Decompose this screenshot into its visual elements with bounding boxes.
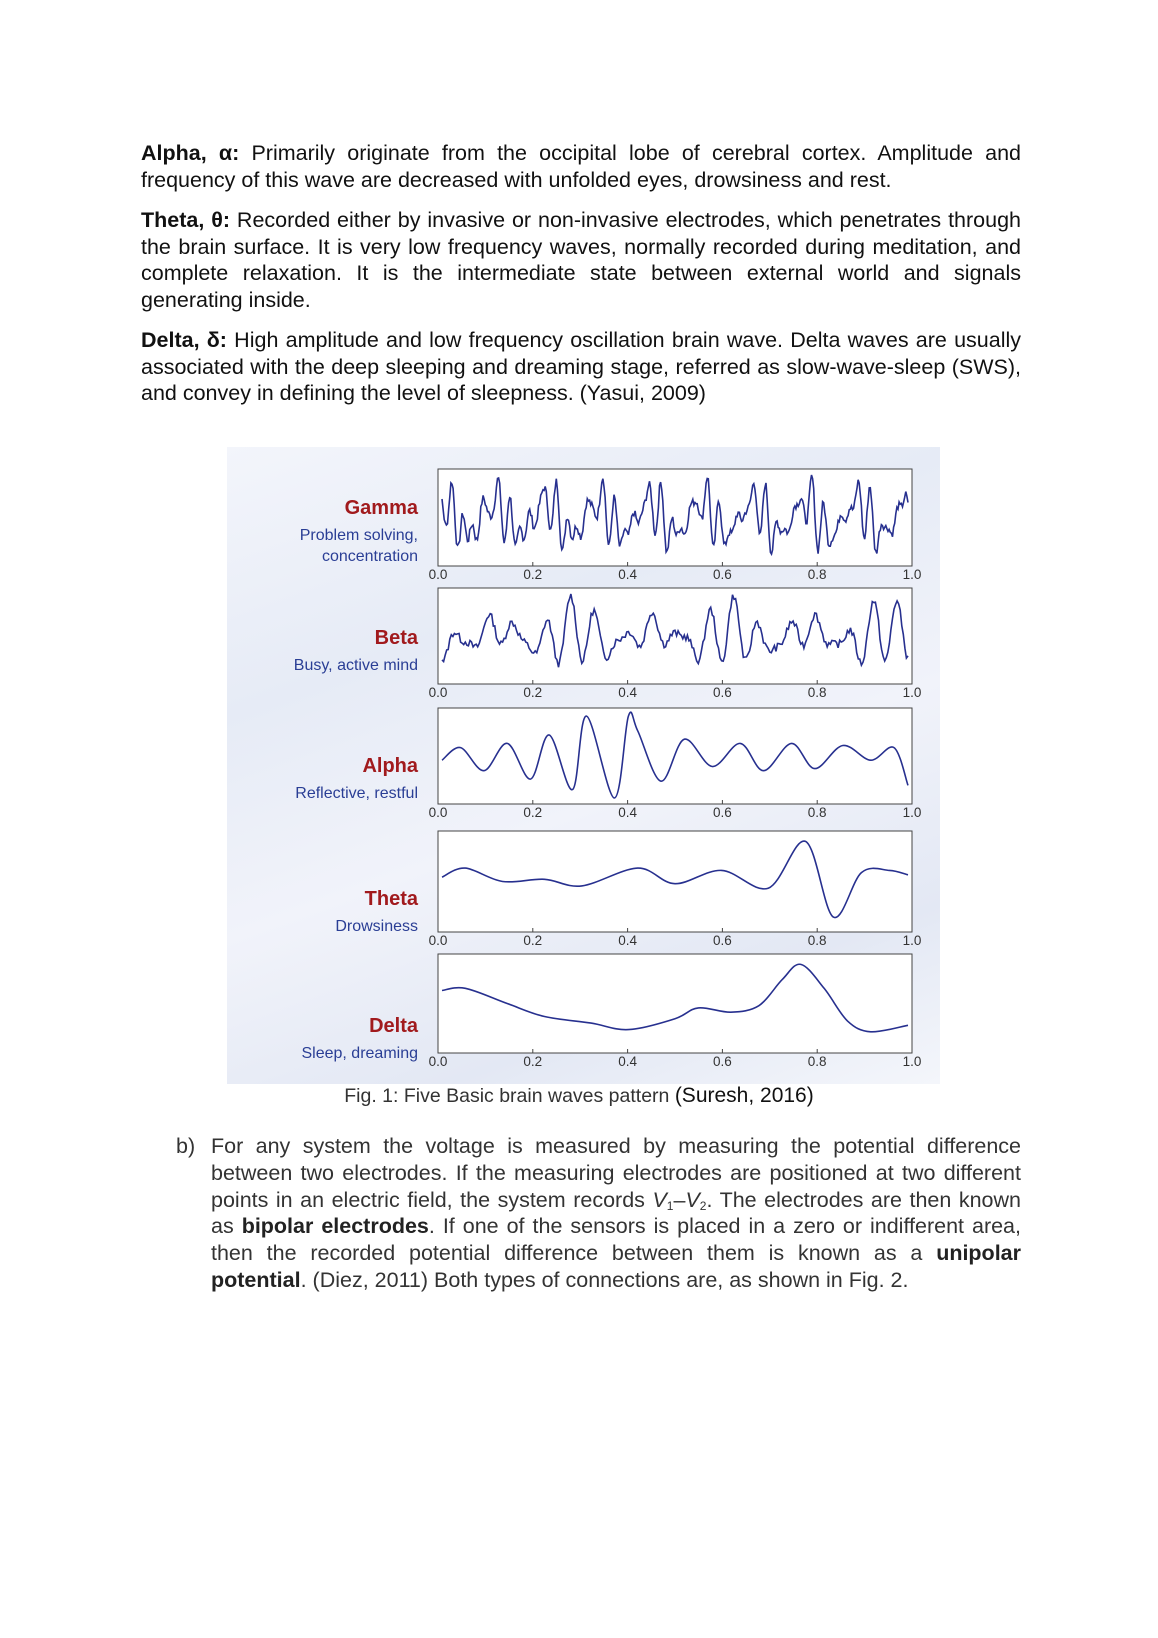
x-tick-label: 0.2 — [523, 1054, 543, 1069]
x-tick-label: 0.8 — [807, 685, 827, 700]
voltage-dash: – — [673, 1187, 686, 1212]
x-tick-label: 1.0 — [902, 805, 922, 820]
wave-name-beta: Beta — [374, 627, 418, 649]
x-tick-label: 1.0 — [902, 1054, 922, 1069]
x-tick-label: 0.0 — [428, 1054, 448, 1069]
x-tick-label: 1.0 — [902, 685, 922, 700]
list-text-4: . (Diez, 2011) Both types of connections are, as shown in Fig. 2. — [300, 1267, 909, 1292]
voltage-v1-subscript: 1 — [666, 1198, 674, 1213]
x-tick-label: 0.8 — [807, 1054, 827, 1069]
paragraph-alpha — [141, 140, 1021, 193]
x-tick-label: 0.6 — [713, 567, 732, 582]
list-item-body — [211, 1133, 1021, 1294]
x-tick-label: 0.0 — [428, 805, 448, 820]
plot-frame-beta — [438, 588, 912, 684]
x-tick-label: 0.8 — [807, 567, 827, 582]
wave-description-alpha — [295, 783, 418, 804]
x-tick-label: 0.6 — [713, 933, 732, 948]
x-tick-label: 0.4 — [618, 567, 637, 582]
x-tick-label: 1.0 — [902, 567, 922, 582]
list-text-2: . The electrodes are then known as — [211, 1187, 1022, 1239]
x-tick-label: 0.0 — [428, 685, 448, 700]
plot-frame-gamma — [438, 469, 912, 566]
brain-waves-figure — [227, 447, 940, 1084]
wave-description-line: Problem solving, — [299, 527, 418, 544]
voltage-v2-subscript: 2 — [699, 1198, 707, 1213]
term-alpha: Alpha, α: — [141, 141, 240, 165]
paragraph-theta — [141, 207, 1021, 313]
caption-text: Fig. 1: Five Basic brain waves pattern — [344, 1085, 675, 1107]
x-tick-label: 0.8 — [807, 933, 827, 948]
wave-description-theta — [335, 916, 418, 937]
term-delta: Delta, δ: — [141, 328, 227, 352]
wave-description-delta — [301, 1043, 418, 1064]
wave-description-line: Reflective, restful — [295, 785, 418, 802]
wave-description-beta — [294, 655, 418, 676]
wave-name-alpha: Alpha — [362, 755, 418, 777]
list-text-3: . If one of the sensors is placed in a zero or indifferent area, then the recorded potential difference between them is known as a — [211, 1214, 1021, 1266]
x-tick-label: 0.0 — [428, 567, 448, 582]
x-tick-label: 0.2 — [523, 805, 543, 820]
x-tick-label: 0.6 — [713, 805, 732, 820]
wave-name-theta: Theta — [364, 888, 418, 910]
x-tick-label: 1.0 — [902, 933, 922, 948]
term-unipolar-potential: unipolar potential — [211, 1241, 1021, 1292]
x-tick-label: 0.8 — [807, 805, 827, 820]
wave-description-line: concentration — [321, 548, 418, 565]
term-bipolar-electrodes: bipolar electrodes — [241, 1214, 429, 1239]
voltage-v2: V — [685, 1187, 700, 1212]
x-tick-label: 0.2 — [523, 567, 543, 582]
x-tick-label: 0.6 — [713, 685, 732, 700]
caption-citation: (Suresh, 2016) — [674, 1084, 814, 1107]
x-tick-label: 0.2 — [523, 685, 543, 700]
figure-caption — [0, 1084, 1158, 1108]
paragraph-delta — [141, 327, 1021, 407]
wave-description-line: Sleep, dreaming — [301, 1045, 418, 1062]
voltage-v1: V — [652, 1187, 667, 1212]
text-theta: Recorded either by invasive or non-invasive electrodes, which penetrates through the brain surface. It is very low frequency waves, normally recorded during meditation, and complete relaxation. It is the intermediate state between external world and signals generating inside. — [141, 208, 1021, 312]
x-tick-label: 0.4 — [618, 805, 637, 820]
list-marker: b) — [176, 1134, 196, 1158]
list-text-1: For any system the voltage is measured by measuring the potential difference between two electrodes. If the measuring electrodes are positioned at two different points in an electric field, the system records — [211, 1134, 1021, 1212]
wave-description-line: Busy, active mind — [293, 657, 418, 674]
wave-description-gamma — [300, 525, 418, 567]
x-tick-label: 0.4 — [618, 1054, 637, 1069]
x-tick-label: 0.2 — [523, 933, 543, 948]
x-tick-label: 0.4 — [618, 933, 637, 948]
wave-name-delta: Delta — [369, 1015, 418, 1037]
wave-description-line: Drowsiness — [335, 918, 418, 935]
wave-name-gamma: Gamma — [344, 497, 418, 519]
text-delta: High amplitude and low frequency oscillation brain wave. Delta waves are usually associated with the deep sleeping and dreaming stage, referred as slow-wave-sleep (SWS), and convey in defining the level of sleepness. (Yasui, 2009) — [141, 328, 1021, 405]
x-tick-label: 0.6 — [713, 1054, 732, 1069]
text-alpha: Primarily originate from the occipital lobe of cerebral cortex. Amplitude and frequency of this wave are decreased with unfolded eyes, drowsiness and rest. — [141, 141, 1022, 192]
term-theta: Theta, θ: — [141, 208, 231, 232]
x-tick-label: 0.0 — [428, 933, 448, 948]
x-tick-label: 0.4 — [618, 685, 637, 700]
